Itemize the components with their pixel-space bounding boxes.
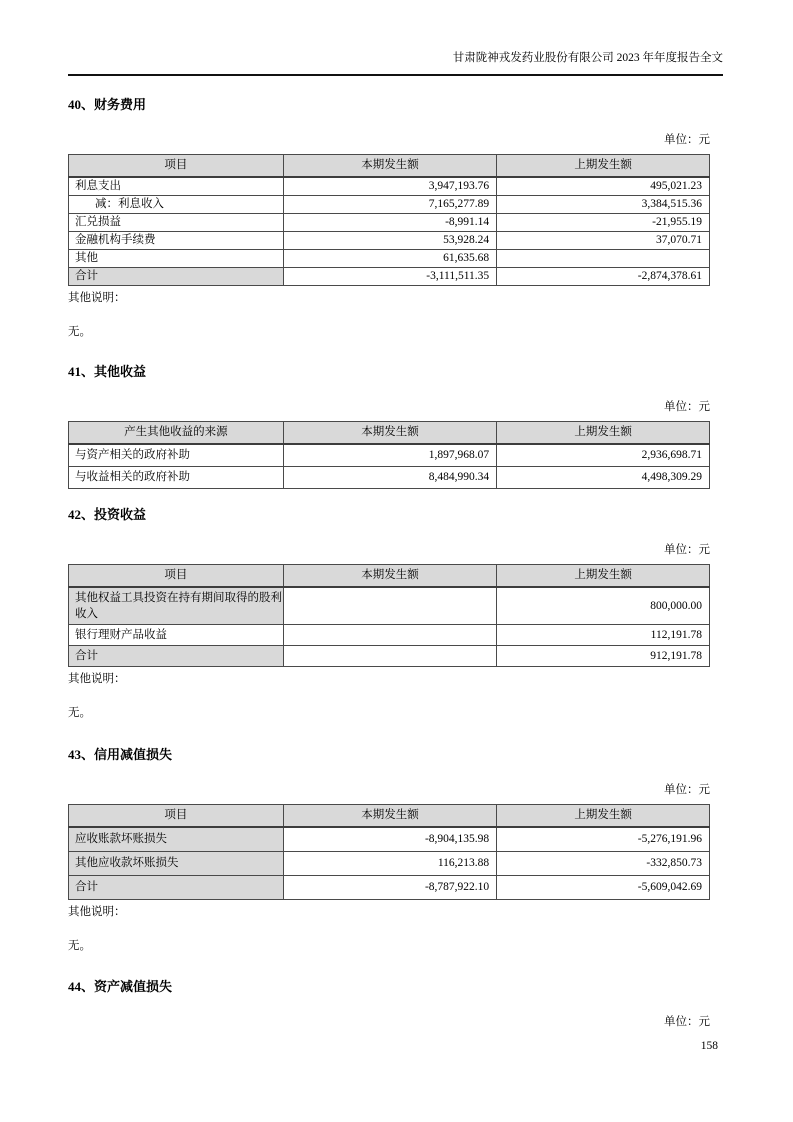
investment-income-table (68, 564, 710, 667)
amount-cell: 37,070.71 (497, 232, 710, 250)
unit-label: 单位：元 (664, 401, 710, 413)
page-number: 158 (700, 1040, 718, 1052)
row-label-cell: 合计 (69, 268, 284, 286)
section-heading: 42、投资收益 (68, 507, 147, 522)
column-header: 项目 (69, 155, 284, 178)
amount-cell: -21,955.19 (497, 214, 710, 232)
other-note-content: 无。 (68, 707, 91, 719)
amount-cell: 116,213.88 (283, 852, 496, 876)
column-header: 上期发生额 (497, 805, 710, 828)
table-row (69, 852, 710, 876)
section-asset-impairment-loss (68, 979, 710, 1029)
amount-cell: 7,165,277.89 (283, 196, 496, 214)
amount-cell: -8,787,922.10 (283, 876, 496, 900)
row-label-cell: 与资产相关的政府补助 (69, 444, 284, 467)
amount-cell: -332,850.73 (497, 852, 710, 876)
unit-label: 单位：元 (664, 134, 710, 146)
row-label-cell: 合计 (69, 876, 284, 900)
column-header: 本期发生额 (283, 805, 496, 828)
row-label-cell: 应收账款坏账损失 (69, 827, 284, 852)
amount-cell: -8,904,135.98 (283, 827, 496, 852)
unit-label: 单位：元 (664, 544, 710, 556)
table-row (69, 177, 710, 196)
amount-cell: 8,484,990.34 (283, 467, 496, 489)
table-row (69, 444, 710, 467)
row-label-cell: 与收益相关的政府补助 (69, 467, 284, 489)
amount-cell: 4,498,309.29 (497, 467, 710, 489)
column-header: 项目 (69, 805, 284, 828)
row-label-cell: 其他应收款坏账损失 (69, 852, 284, 876)
section-financial-expenses (68, 97, 710, 339)
row-label-cell: 金融机构手续费 (69, 232, 284, 250)
credit-impairment-table (68, 804, 710, 900)
row-label-cell: 其他权益工具投资在持有期间取得的股利收入 (69, 587, 284, 625)
table-row (69, 250, 710, 268)
column-header: 上期发生额 (497, 155, 710, 178)
amount-cell: 2,936,698.71 (497, 444, 710, 467)
section-other-income (68, 364, 710, 489)
other-income-table (68, 421, 710, 489)
amount-cell: 912,191.78 (497, 646, 710, 667)
amount-cell (283, 587, 496, 625)
row-label-cell: 银行理财产品收益 (69, 625, 284, 646)
table-row (69, 587, 710, 625)
financial-expenses-table (68, 154, 710, 286)
amount-cell: 3,947,193.76 (283, 177, 496, 196)
unit-label: 单位：元 (664, 784, 710, 796)
table-row (69, 876, 710, 900)
section-heading: 43、信用减值损失 (68, 747, 173, 762)
table-row (69, 268, 710, 286)
page-header (68, 50, 723, 76)
other-note-label: 其他说明： (68, 906, 126, 918)
table-row (69, 196, 710, 214)
other-note-label: 其他说明： (68, 292, 126, 304)
table-row (69, 646, 710, 667)
table-row (69, 232, 710, 250)
column-header: 本期发生额 (283, 422, 496, 445)
amount-cell: 495,021.23 (497, 177, 710, 196)
other-note-label: 其他说明： (68, 673, 126, 685)
section-heading: 40、财务费用 (68, 97, 147, 112)
table-header-row (69, 805, 710, 828)
amount-cell: -2,874,378.61 (497, 268, 710, 286)
column-header: 项目 (69, 565, 284, 588)
row-label-cell: 合计 (69, 646, 284, 667)
section-heading: 44、资产减值损失 (68, 979, 173, 994)
table-row (69, 214, 710, 232)
section-investment-income (68, 507, 710, 720)
amount-cell (283, 646, 496, 667)
report-title: 甘肃陇神戎发药业股份有限公司 2023 年年度报告全文 (452, 52, 723, 64)
amount-cell: 112,191.78 (497, 625, 710, 646)
other-note-content: 无。 (68, 940, 91, 952)
section-credit-impairment-loss (68, 747, 710, 953)
column-header: 本期发生额 (283, 155, 496, 178)
column-header: 本期发生额 (283, 565, 496, 588)
table-row (69, 467, 710, 489)
amount-cell (283, 625, 496, 646)
amount-cell: 800,000.00 (497, 587, 710, 625)
column-header: 上期发生额 (497, 422, 710, 445)
table-header-row (69, 155, 710, 178)
amount-cell: 3,384,515.36 (497, 196, 710, 214)
amount-cell: 1,897,968.07 (283, 444, 496, 467)
amount-cell: 53,928.24 (283, 232, 496, 250)
table-row (69, 625, 710, 646)
table-header-row (69, 565, 710, 588)
amount-cell: -5,276,191.96 (497, 827, 710, 852)
amount-cell: -8,991.14 (283, 214, 496, 232)
column-header: 产生其他收益的来源 (69, 422, 284, 445)
amount-cell: 61,635.68 (283, 250, 496, 268)
row-label-cell: 汇兑损益 (69, 214, 284, 232)
table-header-row (69, 422, 710, 445)
section-heading: 41、其他收益 (68, 364, 147, 379)
row-label-cell: 减：利息收入 (69, 196, 284, 214)
column-header: 上期发生额 (497, 565, 710, 588)
other-note-content: 无。 (68, 326, 91, 338)
unit-label: 单位：元 (664, 1016, 710, 1028)
table-row (69, 827, 710, 852)
amount-cell: -3,111,511.35 (283, 268, 496, 286)
amount-cell: -5,609,042.69 (497, 876, 710, 900)
row-label-cell: 利息支出 (69, 177, 284, 196)
amount-cell (497, 250, 710, 268)
row-label-cell: 其他 (69, 250, 284, 268)
